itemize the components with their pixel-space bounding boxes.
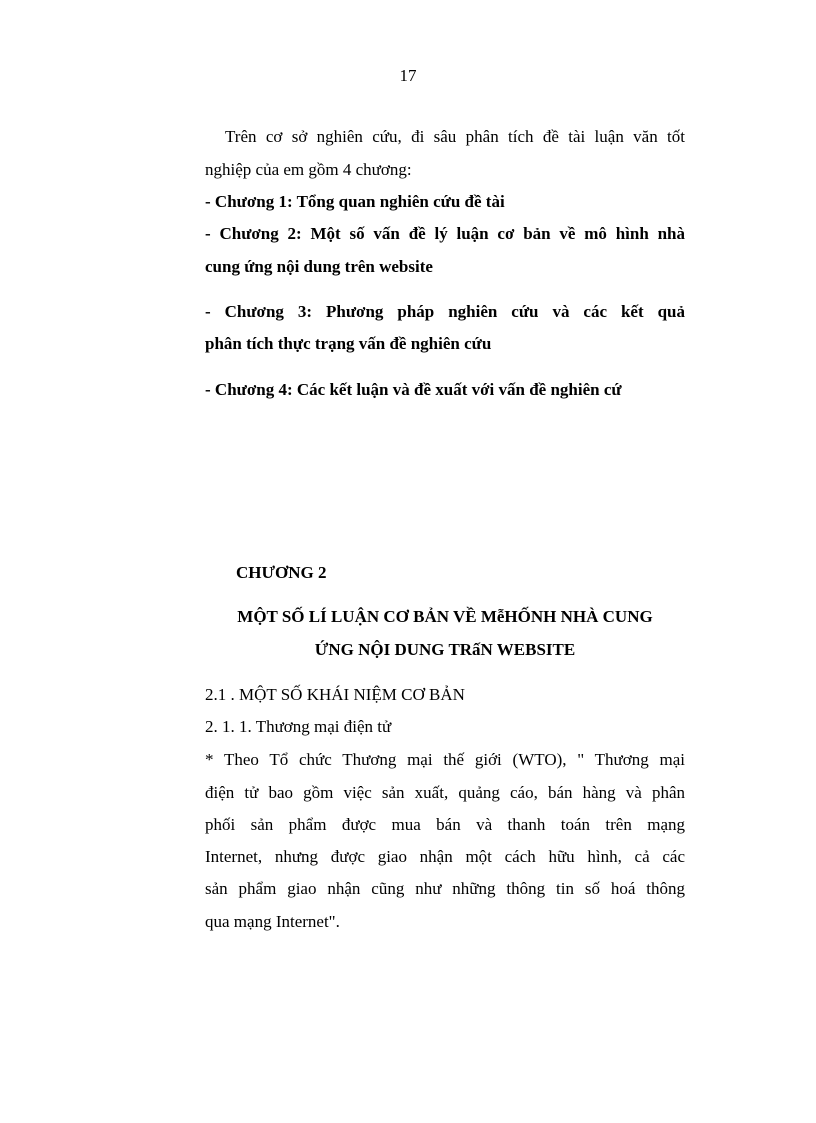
body-line-2: điện tử bao gồm việc sản xuất, quảng cáo, bán hàng và phân <box>205 783 685 802</box>
chapter-3-item-line-2: phân tích thực trạng vấn đề nghiên cứu <box>205 334 492 353</box>
chapter-4-item: - Chương 4: Các kết luận và đề xuất với vấn đề nghiên cứ <box>205 380 622 399</box>
body-line-6: qua mạng Internet". <box>205 912 340 931</box>
body-line-4: Internet, nhưng được giao nhận một cách hữu hình, cả các <box>205 847 685 866</box>
chapter-2-item-line-1: - Chương 2: Một số vấn đề lý luận cơ bản về mô hình nhà <box>205 224 685 243</box>
section-heading: 2.1 . MỘT SỐ KHÁI NIỆM CƠ BẢN <box>205 685 465 704</box>
subsection-heading: 2. 1. 1. Thương mại điện tử <box>205 717 392 736</box>
intro-line-1: Trên cơ sở nghiên cứu, đi sâu phân tích đề tài luận văn tốt <box>225 127 685 146</box>
chapter-title-line-1: MỘT SỐ LÍ LUẬN CƠ BẢN VỀ MễHỐNH NHÀ CUNG <box>237 607 653 626</box>
chapter-title-line-2: ỨNG NỘI DUNG TRấN WEBSITE <box>314 640 576 659</box>
chapter-3-item-line-1: - Chương 3: Phương pháp nghiên cứu và các kết quả <box>205 302 685 321</box>
chapter-heading: CHƯƠNG 2 <box>236 563 327 582</box>
body-line-3: phối sản phẩm được mua bán và thanh toán trên mạng <box>205 815 685 834</box>
chapter-1-item: - Chương 1: Tổng quan nghiên cứu đề tài <box>205 192 505 211</box>
chapter-2-item-line-2: cung ứng nội dung trên website <box>205 257 433 276</box>
intro-line-2: nghiệp của em gồm 4 chương: <box>205 160 412 179</box>
body-line-1: * Theo Tổ chức Thương mại thế giới (WTO), " Thương mại <box>205 750 685 769</box>
body-line-5: sản phẩm giao nhận cũng như những thông tin số hoá thông <box>205 879 685 898</box>
page-number: 17 <box>399 66 417 85</box>
